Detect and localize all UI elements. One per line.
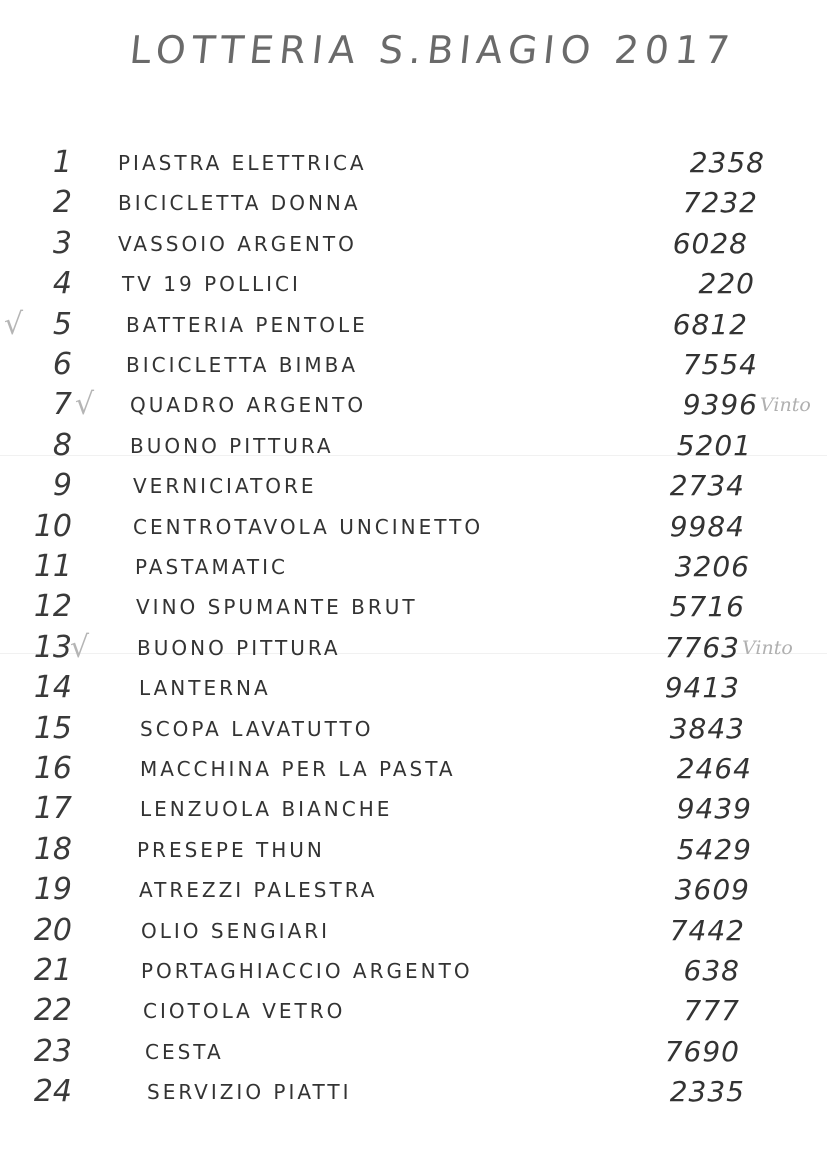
list-item [0, 749, 827, 789]
winning-ticket-number: 3843 [669, 711, 745, 745]
list-item [0, 991, 827, 1031]
prize-name: VASSOIO ARGENTO [118, 231, 357, 256]
list-item [0, 1072, 827, 1112]
prize-number: 1 [52, 145, 72, 180]
prize-number: 9 [52, 468, 72, 504]
winning-ticket-number: 6812 [672, 307, 748, 341]
list-item [0, 668, 827, 708]
prize-number: 15 [33, 710, 72, 746]
prize-number: 17 [33, 791, 72, 827]
prize-number: 23 [33, 1033, 72, 1069]
list-item [0, 466, 827, 506]
prize-number: 6 [52, 347, 72, 382]
prize-name: PIASTRA ELETTRICA [118, 151, 367, 175]
prize-name: OLIO SENGIARI [141, 918, 331, 943]
prize-name: BATTERIA PENTOLE [126, 312, 368, 337]
list-item [0, 951, 827, 991]
prize-number: 21 [33, 953, 72, 988]
prize-number: 16 [33, 751, 72, 786]
prize-name: CIOTOLA VETRO [143, 999, 346, 1024]
prize-number: 13 [33, 629, 72, 665]
winning-ticket-number: 220 [698, 267, 755, 301]
prize-name: BICICLETTA DONNA [118, 191, 361, 216]
prize-number: 20 [33, 912, 72, 948]
winning-ticket-number: 3609 [674, 873, 750, 907]
winning-ticket-number: 6028 [672, 226, 748, 260]
prize-name: MACCHINA PER LA PASTA [140, 757, 456, 781]
prize-name: BICICLETTA BIMBA [126, 353, 359, 377]
list-item [0, 911, 827, 951]
winning-ticket-number: 5201 [676, 428, 752, 462]
winning-ticket-number: 7763 [664, 630, 740, 664]
prize-number: 8 [52, 427, 72, 463]
list-item [0, 789, 827, 829]
prize-number: 3 [52, 225, 72, 261]
prize-name: VINO SPUMANTE BRUT [136, 595, 418, 620]
prize-number: 24 [33, 1074, 72, 1110]
page-title: LOTTERIA S.BIAGIO 2017 [127, 28, 738, 72]
prize-number: 12 [33, 589, 72, 625]
prize-name: CENTROTAVOLA UNCINETTO [133, 514, 484, 539]
vinto-annotation: Vinto [742, 636, 793, 659]
winning-ticket-number: 9439 [676, 792, 752, 826]
winning-ticket-number: 5716 [669, 590, 745, 624]
prize-number: 7 [52, 387, 72, 423]
winning-ticket-number: 7554 [682, 348, 758, 381]
prize-name: PRESEPE THUN [137, 837, 325, 862]
prize-number: 22 [33, 993, 72, 1029]
check-mark-icon: √ [70, 629, 90, 665]
prize-name: TV 19 POLLICI [122, 272, 301, 297]
winning-ticket-number: 9396 [682, 388, 758, 422]
winning-ticket-number: 9984 [669, 509, 745, 543]
list-item [0, 345, 827, 385]
prize-name: BUONO PITTURA [130, 433, 334, 458]
prize-name: PASTAMATIC [135, 555, 288, 579]
list-item [0, 507, 827, 547]
winning-ticket-number: 3206 [674, 550, 750, 583]
prize-number: 2 [52, 185, 72, 221]
prize-number: 19 [33, 872, 72, 908]
prize-number: 11 [33, 549, 72, 584]
winning-ticket-number: 777 [683, 994, 740, 1028]
prize-name: PORTAGHIACCIO ARGENTO [141, 959, 473, 983]
prize-number: 5 [52, 306, 72, 342]
winning-ticket-number: 7690 [664, 1034, 740, 1068]
vinto-annotation: Vinto [760, 394, 811, 417]
prize-name: BUONO PITTURA [137, 635, 341, 660]
prize-number: 14 [33, 670, 72, 706]
list-item [0, 1032, 827, 1072]
list-item [0, 385, 827, 425]
list-item [0, 305, 827, 345]
list-item [0, 547, 827, 587]
prize-name: CESTA [145, 1039, 224, 1064]
prize-number: 18 [33, 831, 72, 867]
list-item [0, 183, 827, 223]
list-item [0, 426, 827, 466]
winning-ticket-number: 7442 [669, 913, 745, 947]
list-item [0, 870, 827, 910]
check-mark-icon: √ [4, 306, 24, 342]
prize-name: ATREZZI PALESTRA [139, 878, 378, 903]
prize-number: 10 [33, 508, 72, 544]
list-item [0, 628, 827, 668]
prize-name: LANTERNA [139, 676, 271, 701]
list-item [0, 143, 827, 183]
prize-name: QUADRO ARGENTO [130, 393, 367, 418]
winning-ticket-number: 638 [683, 954, 740, 987]
list-item [0, 709, 827, 749]
prize-name: VERNICIATORE [133, 474, 317, 499]
prize-name: SERVIZIO PIATTI [147, 1080, 352, 1105]
prize-name: SCOPA LAVATUTTO [140, 716, 374, 741]
winning-ticket-number: 2734 [669, 469, 745, 503]
list-item [0, 587, 827, 627]
winning-ticket-number: 5429 [676, 832, 752, 866]
list-item [0, 264, 827, 304]
check-mark-icon: √ [75, 387, 95, 423]
prize-number: 4 [52, 266, 72, 302]
winning-ticket-number: 2464 [676, 752, 752, 785]
winning-ticket-number: 2358 [689, 146, 765, 179]
winning-ticket-number: 2335 [669, 1075, 745, 1109]
list-item [0, 830, 827, 870]
winning-ticket-number: 7232 [682, 186, 758, 220]
winning-ticket-number: 9413 [664, 671, 740, 705]
list-item [0, 224, 827, 264]
prize-name: LENZUOLA BIANCHE [140, 797, 393, 822]
